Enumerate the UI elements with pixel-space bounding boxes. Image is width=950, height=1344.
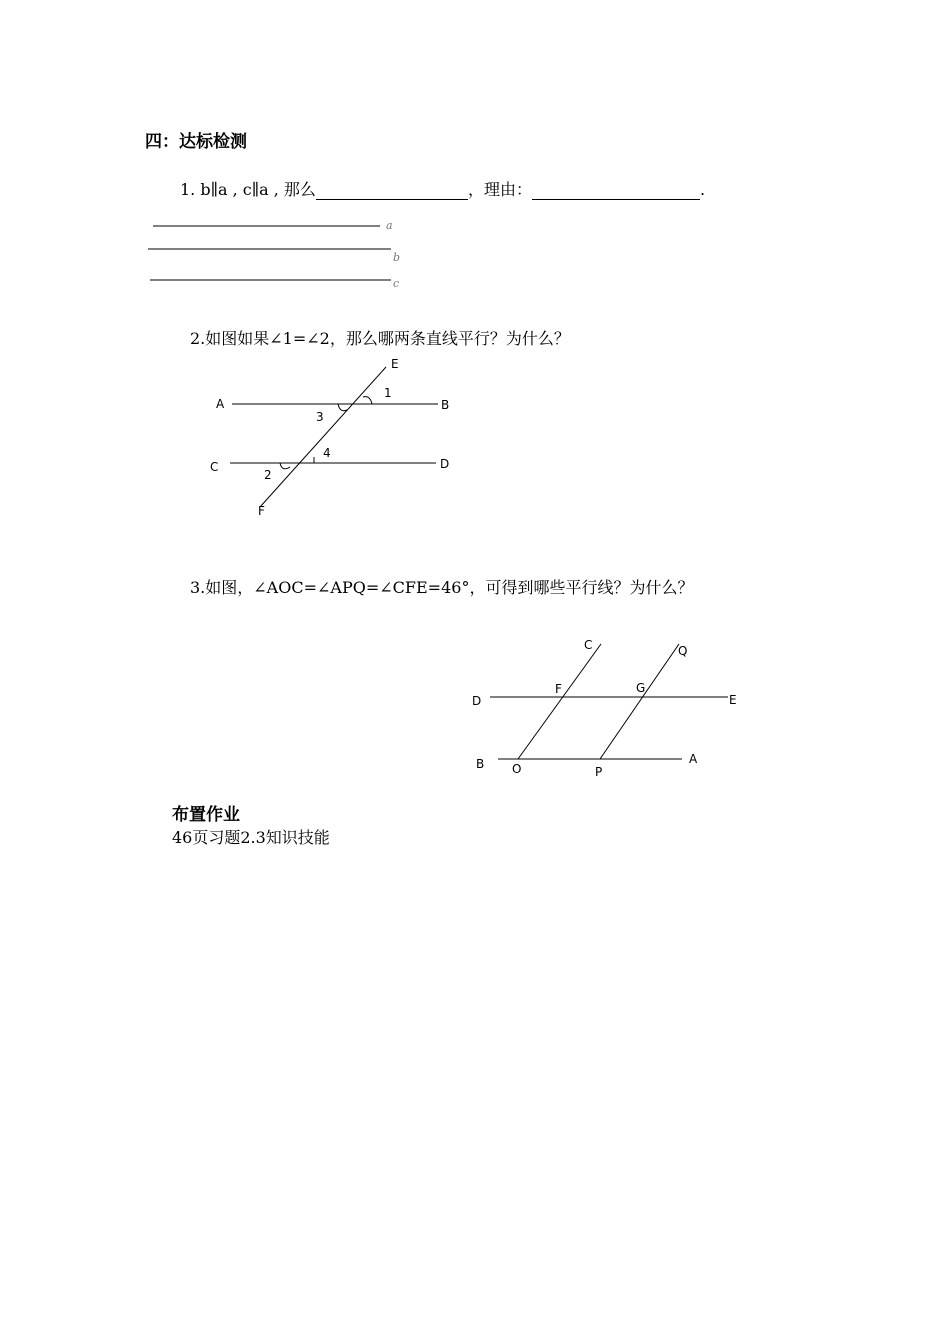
q1-prefix: 1. b∥a , c∥a , 那么 <box>180 180 316 199</box>
angle-4-mark <box>304 457 314 463</box>
label-E: E <box>391 357 399 371</box>
label-3: 3 <box>316 410 324 424</box>
q1-middle: ，理由： <box>467 180 532 199</box>
label-D: D <box>472 694 482 708</box>
angle-1-arc <box>363 397 372 404</box>
homework-text: 46页习题2.3知识技能 <box>172 828 330 847</box>
label-Q: Q <box>678 644 688 658</box>
q1-answer-blank[interactable] <box>316 181 468 200</box>
label-C: C <box>584 638 593 652</box>
question-2: 2.如图如果∠1=∠2，那么哪两条直线平行？为什么？ <box>190 329 570 348</box>
label-1: 1 <box>384 386 392 400</box>
angle-3-arc <box>338 404 347 411</box>
homework-title: 布置作业 <box>172 805 240 825</box>
label-G: G <box>636 681 646 695</box>
label-P: P <box>595 765 603 779</box>
label-b: b <box>393 251 401 264</box>
q1-reason-blank[interactable] <box>532 181 700 200</box>
label-A: A <box>689 752 698 766</box>
label-B: B <box>441 398 450 412</box>
label-C: C <box>210 460 219 474</box>
label-a: a <box>386 219 393 232</box>
question-3: 3.如图，∠AOC=∠APQ=∠CFE=46°，可得到哪些平行线？为什么？ <box>190 578 694 597</box>
line-oc <box>518 644 601 759</box>
label-c: c <box>393 277 400 290</box>
label-A: A <box>216 397 225 411</box>
line-ef <box>260 367 386 507</box>
q1-suffix: . <box>699 180 706 199</box>
label-F: F <box>555 682 562 696</box>
label-F: F <box>258 504 265 518</box>
label-O: O <box>512 762 522 776</box>
q2-transversal-figure <box>200 355 470 525</box>
question-1 <box>180 177 705 200</box>
section-title: 四：达标检测 <box>145 132 247 152</box>
label-4: 4 <box>323 446 331 460</box>
q1-parallel-lines-figure <box>140 212 420 297</box>
angle-2-arc <box>280 463 290 469</box>
label-E: E <box>729 693 737 707</box>
label-D: D <box>440 457 450 471</box>
label-B: B <box>476 757 485 771</box>
q3-parallel-figure <box>460 630 760 785</box>
line-pq <box>600 644 679 759</box>
label-2: 2 <box>264 468 272 482</box>
